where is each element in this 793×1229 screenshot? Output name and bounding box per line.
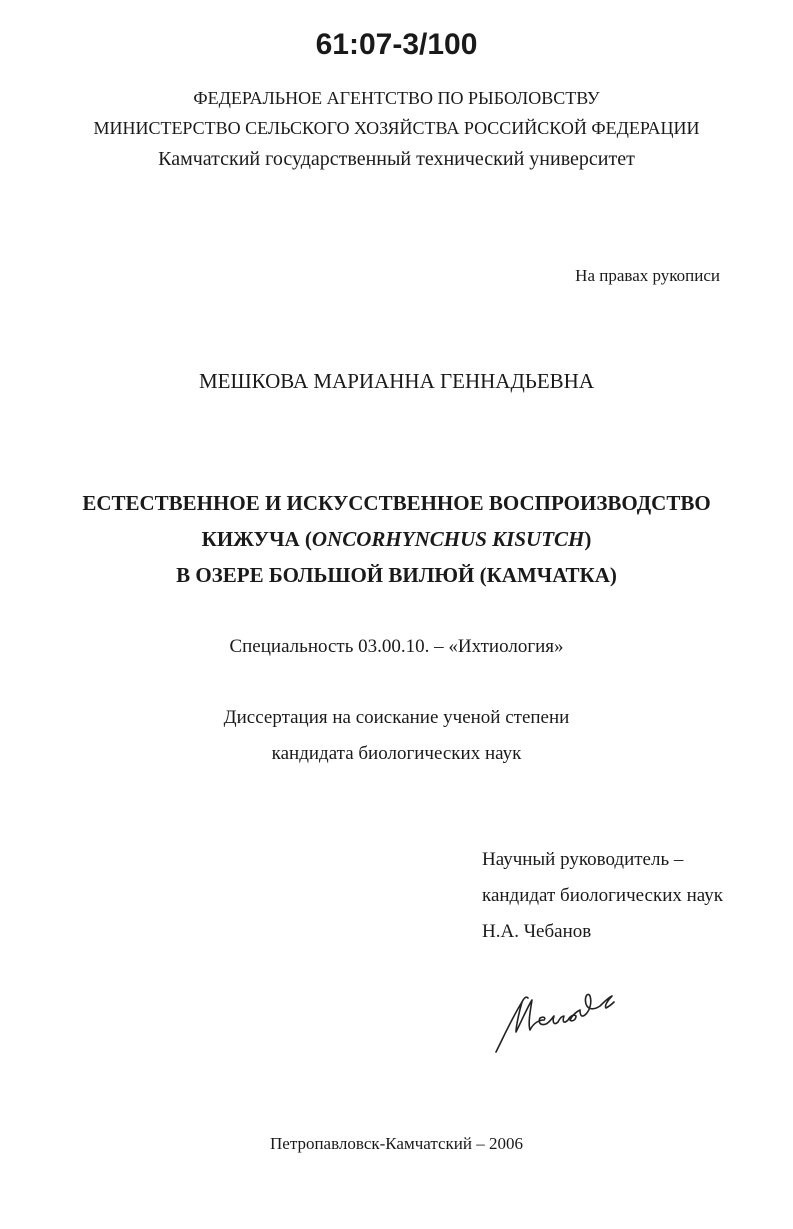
specialty: Специальность 03.00.10. – «Ихтиология» — [229, 636, 564, 657]
handwritten-signature — [492, 976, 622, 1056]
title-latin-name: ONCORHYNCHUS KISUTCH — [311, 527, 585, 551]
dissertation-line-2: кандидата биологических наук — [271, 743, 522, 764]
agency-line: ФЕДЕРАЛЬНОЕ АГЕНТСТВО ПО РЫБОЛОВСТВУ — [193, 88, 600, 108]
ministry-line: МИНИСТЕРСТВО СЕЛЬСКОГО ХОЗЯЙСТВА РОССИЙСКОЙ ФЕДЕРАЦИИ — [93, 118, 700, 138]
rights-note: На правах рукописи — [575, 266, 720, 285]
supervisor-line-1: Научный руководитель – — [482, 849, 684, 870]
title-line-3: В ОЗЕРЕ БОЛЬШОЙ ВИЛЮЙ (КАМЧАТКА) — [176, 563, 617, 587]
title-line-2 — [0, 527, 793, 552]
supervisor-line-2: кандидат биологических наук — [482, 885, 723, 906]
author-name: МЕШКОВА МАРИАННА ГЕННАДЬЕВНА — [198, 369, 595, 393]
dissertation-line-1: Диссертация на соискание ученой степени — [223, 707, 570, 728]
university-line: Камчатский государственный технический университет — [158, 148, 635, 170]
supervisor-line-3: Н.А. Чебанов — [482, 921, 592, 942]
title-line-1: ЕСТЕСТВЕННОЕ И ИСКУССТВЕННОЕ ВОСПРОИЗВОДСТВО — [82, 491, 711, 515]
title-line-2-suffix: ) — [584, 527, 592, 551]
city-year: Петропавловск-Камчатский – 2006 — [270, 1134, 523, 1153]
archive-stamp: 61:07-3/100 — [315, 28, 478, 61]
title-line-2-prefix: КИЖУЧА ( — [201, 527, 312, 551]
